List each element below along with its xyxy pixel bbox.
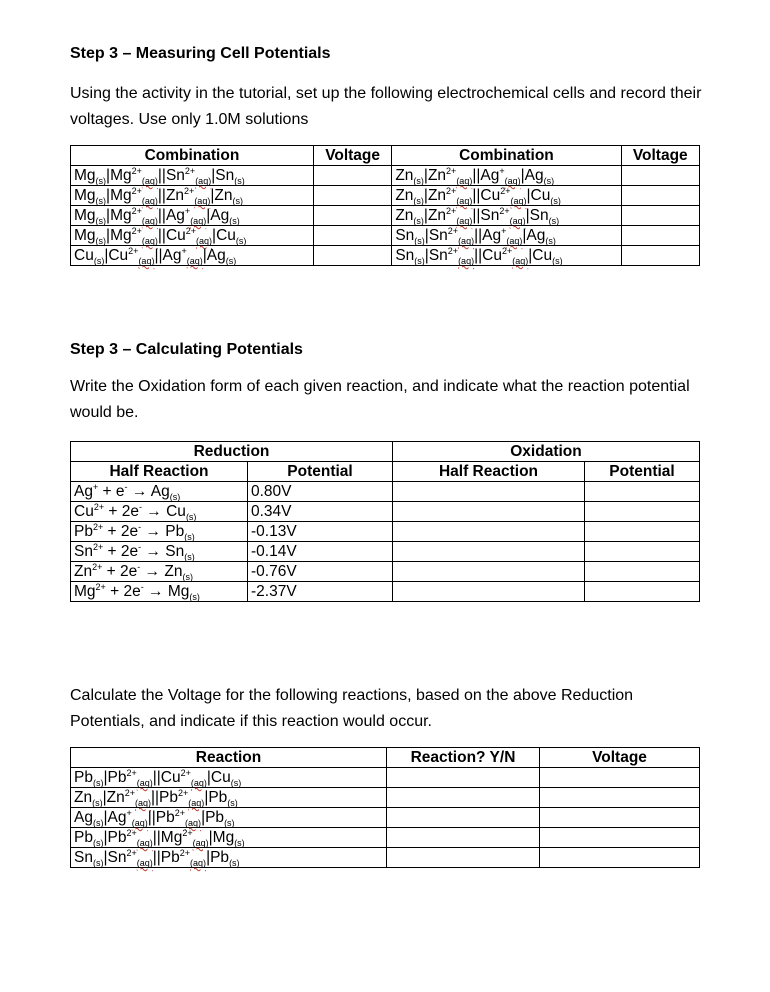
- reduction-half-reaction: [71, 582, 248, 602]
- reduction-half-reaction-header: Half Reaction: [71, 462, 248, 482]
- combination-header-left: Combination: [71, 146, 314, 166]
- reaction-yn-input[interactable]: [387, 848, 540, 868]
- formula-text: $Mg_{(s)}|Mg^{2+}_{(aq)}||Zn^{2+}_{(aq)}|Zn_{(s)}$: [74, 185, 243, 207]
- oxidation-potential-input[interactable]: [585, 482, 700, 502]
- reduction-potential: -2.37V: [248, 582, 393, 602]
- reduction-potential: -0.13V: [248, 522, 393, 542]
- reaction-voltage-table: [70, 747, 700, 868]
- voltage-input[interactable]: [621, 166, 699, 186]
- oxidation-half-reaction-input[interactable]: [393, 482, 585, 502]
- oxidation-half-reaction-input[interactable]: [393, 542, 585, 562]
- oxidation-half-reaction-input[interactable]: [393, 522, 585, 542]
- voltage-input[interactable]: [621, 186, 699, 206]
- cell-combination-left: [71, 186, 314, 206]
- voltage-input[interactable]: [540, 768, 700, 788]
- cell-combination-right: [392, 186, 621, 206]
- calculate-voltage-instructions: Calculate the Voltage for the following reactions, based on the above Reduction Potentials, and indicate if this reaction would occur.: [70, 687, 634, 730]
- cell-combination-right: [392, 226, 621, 246]
- combination-header-right: Combination: [392, 146, 621, 166]
- reduction-potential: 0.34V: [248, 502, 393, 522]
- reduction-potential-header: Potential: [248, 462, 393, 482]
- cell-combination-left: [71, 166, 314, 186]
- oxidation-half-reaction-input[interactable]: [393, 582, 585, 602]
- voltage-input[interactable]: [540, 848, 700, 868]
- formula-text: $Pb_{(s)}|Pb^{2+}_{(aq)}||Cu^{2+}_{(aq)}|Cu_{(s)}$: [74, 767, 242, 789]
- formula-text: $Pb^{2+} + 2e^- \to Pb_{(s)}$: [74, 521, 195, 543]
- formula-text: $Sn_{(s)}|Sn^{2+}_{(aq)}||Cu^{2+}_{(aq)}|Cu_{(s)}$: [395, 245, 563, 267]
- formula-text: $Ag_{(s)}|Ag^+_{(aq)}||Pb^{2+}_{(aq)}|Pb_{(s)}$: [74, 807, 235, 829]
- formula-text: $Cu_{(s)}|Cu^{2+}_{(aq)}||Ag^+_{(aq)}|Ag_{(s)}$: [74, 245, 237, 267]
- reduction-half-reaction: [71, 522, 248, 542]
- voltage-input[interactable]: [540, 828, 700, 848]
- formula-text: $Zn_{(s)}|Zn^{2+}_{(aq)}||Cu^{2+}_{(aq)}|Cu_{(s)}$: [395, 185, 561, 207]
- voltage-header-right: Voltage: [621, 146, 699, 166]
- voltage-input[interactable]: [540, 788, 700, 808]
- reaction-yn-input[interactable]: [387, 828, 540, 848]
- formula-text: $Cu^{2+} + 2e^- \to Cu_{(s)}$: [74, 501, 197, 523]
- formula-text: $Zn_{(s)}|Zn^{2+}_{(aq)}||Pb^{2+}_{(aq)}|Pb_{(s)}$: [74, 787, 238, 809]
- voltage-input[interactable]: [621, 206, 699, 226]
- reaction-cell: [71, 788, 387, 808]
- formula-text: $Zn^{2+} + 2e^- \to Zn_{(s)}$: [74, 561, 193, 583]
- reaction-header: Reaction: [71, 748, 387, 768]
- reduction-potential: 0.80V: [248, 482, 393, 502]
- voltage-input[interactable]: [621, 246, 699, 266]
- voltage-header-left: Voltage: [313, 146, 391, 166]
- reduction-potential: -0.76V: [248, 562, 393, 582]
- reaction-cell: [71, 828, 387, 848]
- oxidation-potential-header: Potential: [585, 462, 700, 482]
- oxidation-potential-input[interactable]: [585, 502, 700, 522]
- formula-text: $Mg_{(s)}|Mg^{2+}_{(aq)}||Sn^{2+}_{(aq)}|Sn_{(s)}$: [74, 165, 245, 187]
- reaction-yn-input[interactable]: [387, 768, 540, 788]
- voltage-input[interactable]: [621, 226, 699, 246]
- formula-text: $Sn^{2+} + 2e^- \to Sn_{(s)}$: [74, 541, 195, 563]
- formula-text: $Zn_{(s)}|Zn^{2+}_{(aq)}||Ag^+_{(aq)}|Ag_{(s)}$: [395, 165, 555, 187]
- cell-combination-right: [392, 166, 621, 186]
- voltage-input[interactable]: [313, 226, 391, 246]
- oxidation-potential-input[interactable]: [585, 542, 700, 562]
- step3-calculating-instructions: Write the Oxidation form of each given reaction, and indicate what the reaction potential would be.: [70, 378, 690, 421]
- formula-text: $Mg_{(s)}|Mg^{2+}_{(aq)}||Ag^+_{(aq)}|Ag_{(s)}$: [74, 205, 240, 227]
- formula-text: $Sn_{(s)}|Sn^{2+}_{(aq)}||Pb^{2+}_{(aq)}|Pb_{(s)}$: [74, 847, 240, 869]
- cell-combination-right: [392, 206, 621, 226]
- reaction-yn-input[interactable]: [387, 808, 540, 828]
- oxidation-potential-input[interactable]: [585, 562, 700, 582]
- formula-text: $Zn_{(s)}|Zn^{2+}_{(aq)}||Sn^{2+}_{(aq)}|Sn_{(s)}$: [395, 205, 560, 227]
- reduction-half-reaction: [71, 562, 248, 582]
- reduction-half-reaction: [71, 482, 248, 502]
- oxidation-potential-input[interactable]: [585, 522, 700, 542]
- voltage-input[interactable]: [313, 166, 391, 186]
- reaction-yn-input[interactable]: [387, 788, 540, 808]
- formula-text: $Sn_{(s)}|Sn^{2+}_{(aq)}||Ag^+_{(aq)}|Ag_{(s)}$: [395, 225, 556, 247]
- reaction-cell: [71, 768, 387, 788]
- voltage-input[interactable]: [540, 808, 700, 828]
- oxidation-header: Oxidation: [393, 442, 700, 462]
- step3-calculating-title: Step 3 – Calculating Potentials: [70, 341, 303, 358]
- voltage-input[interactable]: [313, 186, 391, 206]
- oxidation-half-reaction-header: Half Reaction: [393, 462, 585, 482]
- formula-text: $Mg_{(s)}|Mg^{2+}_{(aq)}||Cu^{2+}_{(aq)}|Cu_{(s)}$: [74, 225, 247, 247]
- step3-measuring-title: Step 3 – Measuring Cell Potentials: [70, 45, 331, 62]
- cell-combination-left: [71, 226, 314, 246]
- reaction-cell: [71, 808, 387, 828]
- half-reactions-table: [70, 441, 700, 602]
- oxidation-half-reaction-input[interactable]: [393, 502, 585, 522]
- reaction-cell: [71, 848, 387, 868]
- reduction-half-reaction: [71, 502, 248, 522]
- reaction-yn-header: Reaction? Y/N: [387, 748, 540, 768]
- formula-text: $Mg^{2+} + 2e^- \to Mg_{(s)}$: [74, 581, 200, 603]
- voltage-input[interactable]: [313, 206, 391, 226]
- reduction-header: Reduction: [71, 442, 393, 462]
- step3-measuring-instructions: Using the activity in the tutorial, set up the following electrochemical cells and record their voltages. Use only 1.0M solutions: [70, 85, 702, 128]
- voltage-header: Voltage: [540, 748, 700, 768]
- reduction-half-reaction: [71, 542, 248, 562]
- oxidation-potential-input[interactable]: [585, 582, 700, 602]
- formula-text: $Pb_{(s)}|Pb^{2+}_{(aq)}||Mg^{2+}_{(aq)}|Mg_{(s)}$: [74, 827, 245, 849]
- reduction-potential: -0.14V: [248, 542, 393, 562]
- cell-combination-right: [392, 246, 621, 266]
- voltage-input[interactable]: [313, 246, 391, 266]
- cell-combinations-table: [70, 145, 700, 266]
- cell-combination-left: [71, 206, 314, 226]
- cell-combination-left: [71, 246, 314, 266]
- oxidation-half-reaction-input[interactable]: [393, 562, 585, 582]
- formula-text: $Ag^+ + e^- \to Ag_{(s)}$: [74, 481, 181, 503]
